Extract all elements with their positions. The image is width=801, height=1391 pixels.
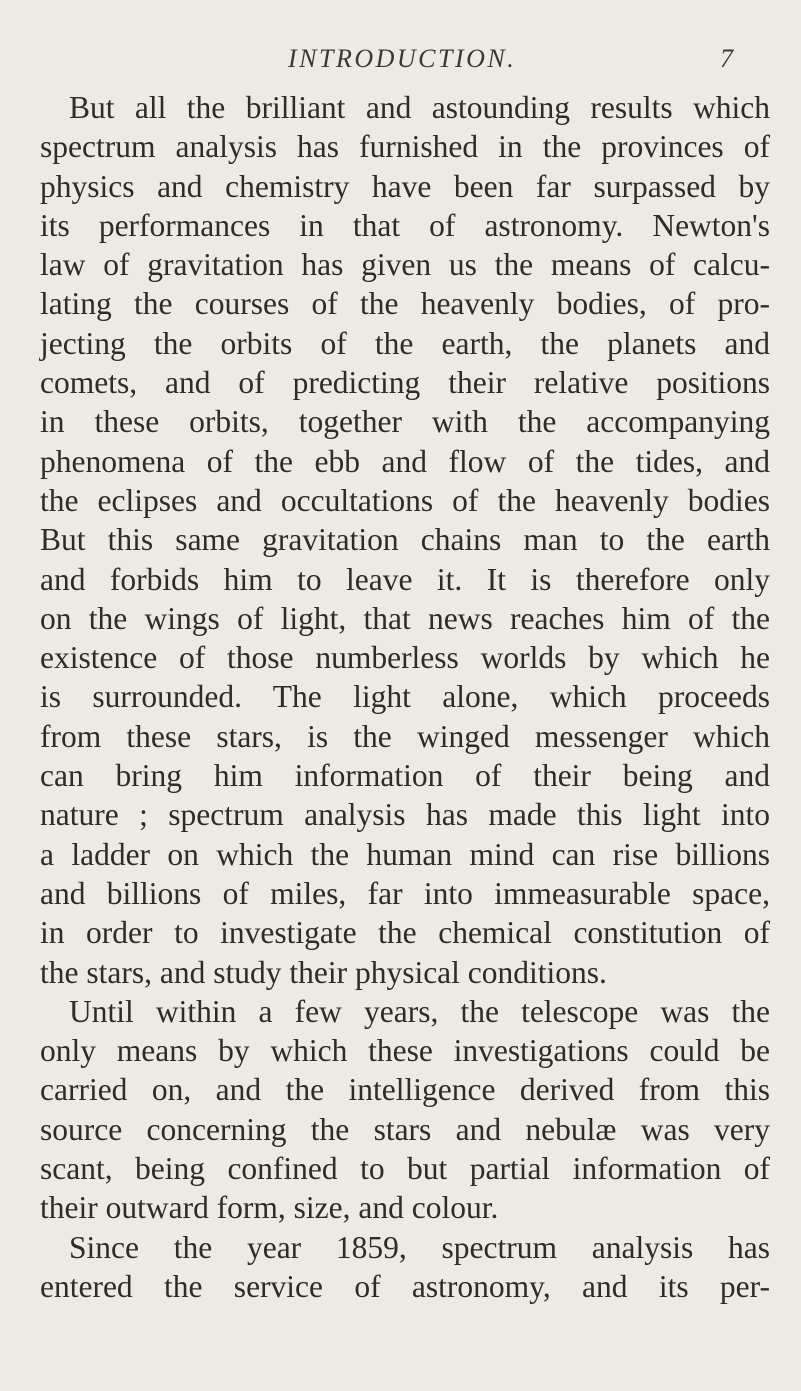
text-line: But all the brilliant and astounding results which (69, 90, 770, 125)
text-line: Until within a few years, the telescope was the (69, 993, 770, 1029)
text-line: in order to investigate the chemical constitution of (40, 915, 770, 951)
text-line: in these orbits, together with the accompanying (40, 404, 770, 440)
paragraph-3 (40, 1228, 770, 1307)
paragraph-1 (40, 88, 770, 992)
running-title: INTRODUCTION. (288, 44, 517, 73)
paragraph-2 (40, 992, 770, 1228)
text-line: physics and chemistry have been far surpassed by (40, 168, 770, 204)
text-line: But this same gravitation chains man to the earth (40, 522, 770, 558)
text-line: spectrum analysis has furnished in the provinces of (40, 129, 770, 165)
text-line: phenomena of the ebb and flow of the tides, and (40, 443, 770, 479)
text-line: existence of those numberless worlds by which he (40, 640, 770, 676)
text-line: entered the service of astronomy, and its per- (40, 1268, 770, 1304)
text-line: and billions of miles, far into immeasurable space, (40, 875, 770, 911)
body-text (40, 88, 770, 1306)
text-line: lating the courses of the heavenly bodies, of pro- (40, 286, 770, 322)
text-line: only means by which these investigations could be (40, 1033, 770, 1069)
page-number: 7 (720, 44, 733, 73)
text-line: comets, and of predicting their relative positions (40, 365, 770, 401)
text-line: a ladder on which the human mind can rise billions (40, 836, 770, 872)
text-line: law of gravitation has given us the means of calcu- (40, 247, 770, 283)
text-line: on the wings of light, that news reaches him of the (40, 600, 770, 636)
text-line: its performances in that of astronomy. Newton's (40, 207, 770, 243)
text-line: source concerning the stars and nebulæ was very (40, 1111, 770, 1147)
text-line: their outward form, size, and colour. (40, 1190, 499, 1226)
running-head (40, 44, 760, 76)
text-line: can bring him information of their being and (40, 758, 770, 794)
text-line: scant, being confined to but partial information of (40, 1151, 770, 1187)
text-line: the stars, and study their physical conditions. (40, 954, 607, 990)
text-line: Since the year 1859, spectrum analysis has (69, 1229, 770, 1265)
text-line: the eclipses and occultations of the heavenly bodies (40, 482, 770, 518)
text-line: jecting the orbits of the earth, the planets and (40, 325, 770, 361)
text-line: and forbids him to leave it. It is therefore only (40, 561, 770, 597)
text-line: is surrounded. The light alone, which proceeds (40, 679, 770, 715)
text-line: nature ; spectrum analysis has made this light into (40, 797, 770, 833)
text-line: carried on, and the intelligence derived from this (40, 1072, 770, 1108)
text-line: from these stars, is the winged messenger which (40, 718, 770, 754)
